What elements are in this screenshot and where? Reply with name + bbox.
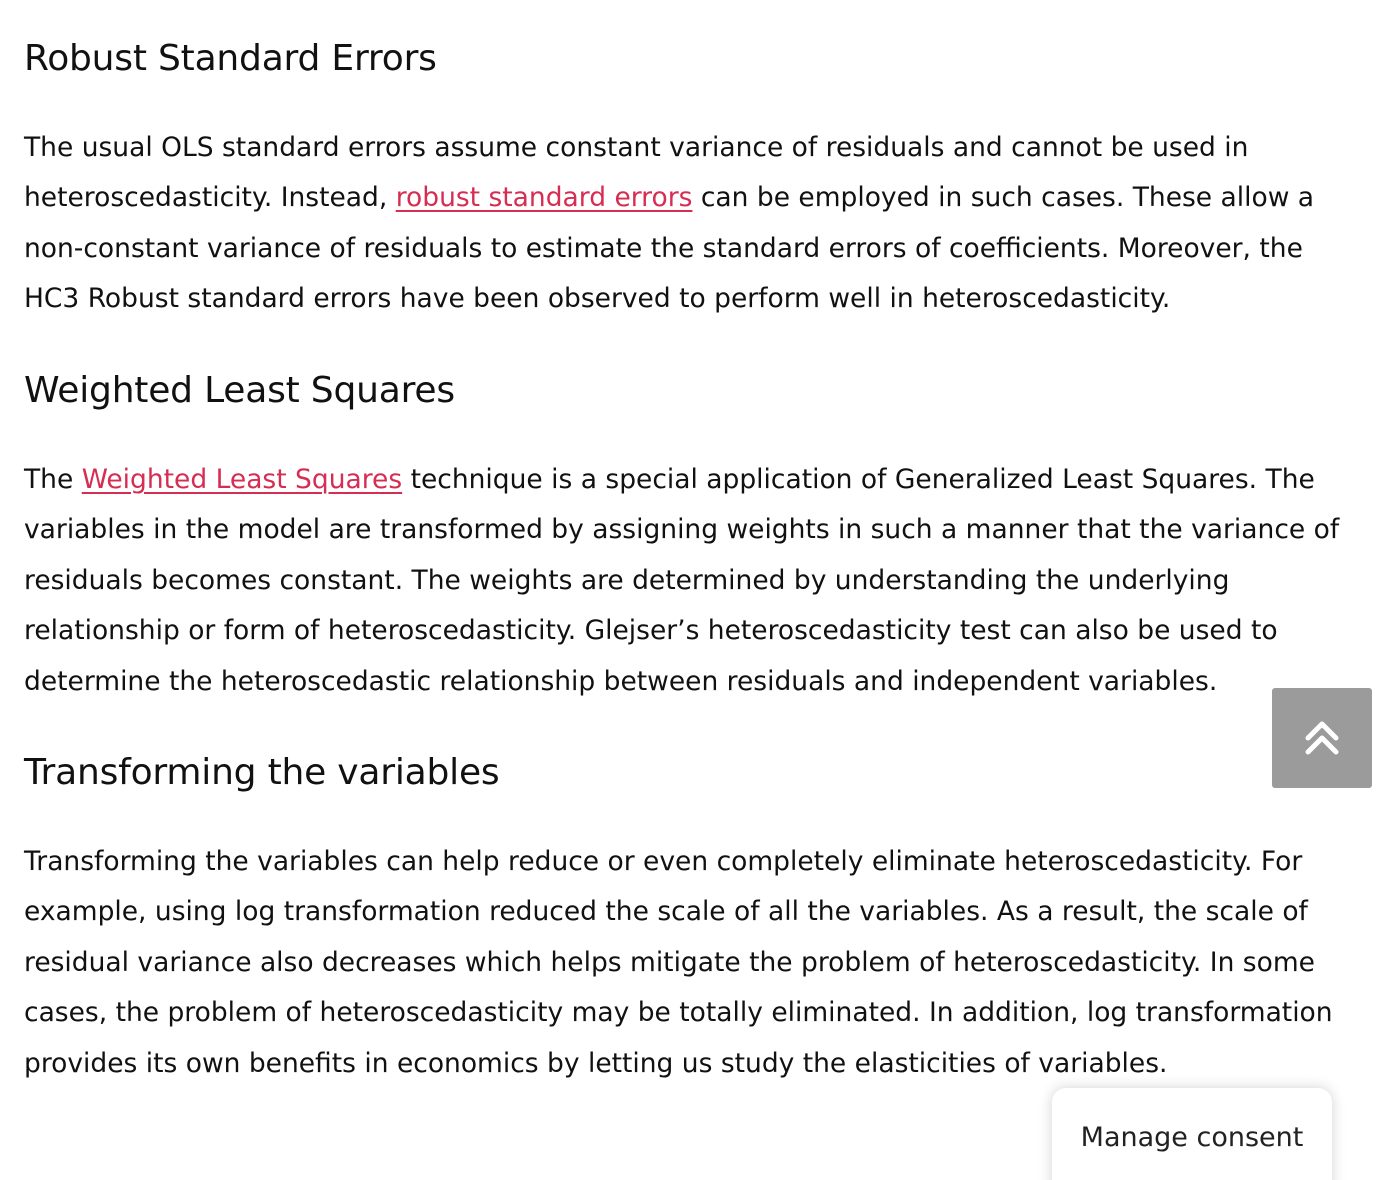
section-paragraph-transforming-variables: Transforming the variables can help reduce or even completely eliminate heteroscedasticity. For example, using log transformation reduced the scale of all the variables. As a result, the scale of residual variance also decreases which helps mitigate the problem of heteroscedasticity. In some cases, the problem of heteroscedasticity may be totally eliminated. In addition, log transformation provides its own benefits in economics by letting us study the elasticities of variables. (24, 846, 1333, 1079)
paragraph-text: The usual OLS standard errors assume constant variance of residuals and cannot be used in heteroscedasticity. Instead, (24, 132, 1249, 214)
weighted-least-squares-link[interactable]: Weighted Least Squares (81, 464, 403, 495)
robust-standard-errors-link[interactable]: robust standard errors (395, 182, 693, 214)
manage-consent-button[interactable] (1052, 1088, 1332, 1180)
section-paragraph-robust-standard-errors (24, 123, 1344, 325)
double-chevron-up-icon (1302, 718, 1342, 758)
section-paragraph-weighted-least-squares (24, 455, 1344, 707)
section-heading-transforming-variables: Transforming the variables (24, 752, 500, 793)
paragraph-text: The (24, 464, 82, 495)
manage-consent-label: Manage consent (1080, 1122, 1304, 1153)
section-heading-robust-standard-errors: Robust Standard Errors (24, 38, 437, 79)
paragraph-text: technique is a special application of Generalized Least Squares. The variables in the model are transformed by assigning weights in such a manner that the variance of residuals becomes constant. The weights are determined by understanding the underlying relationship or form of heteroscedasticity. Glejser’s heteroscedasticity test can also be used to determine the heteroscedastic relationship between residuals and independent variables. (24, 464, 1340, 697)
paragraph-text: can be employed in such cases. These allow a non-constant variance of residuals to estimate the standard errors of coefficients. Moreover, the HC3 Robust standard errors have been observed to perform well in heteroscedasticity. (24, 182, 1315, 315)
scroll-to-top-button[interactable] (1272, 688, 1372, 788)
section-heading-weighted-least-squares: Weighted Least Squares (24, 370, 455, 411)
